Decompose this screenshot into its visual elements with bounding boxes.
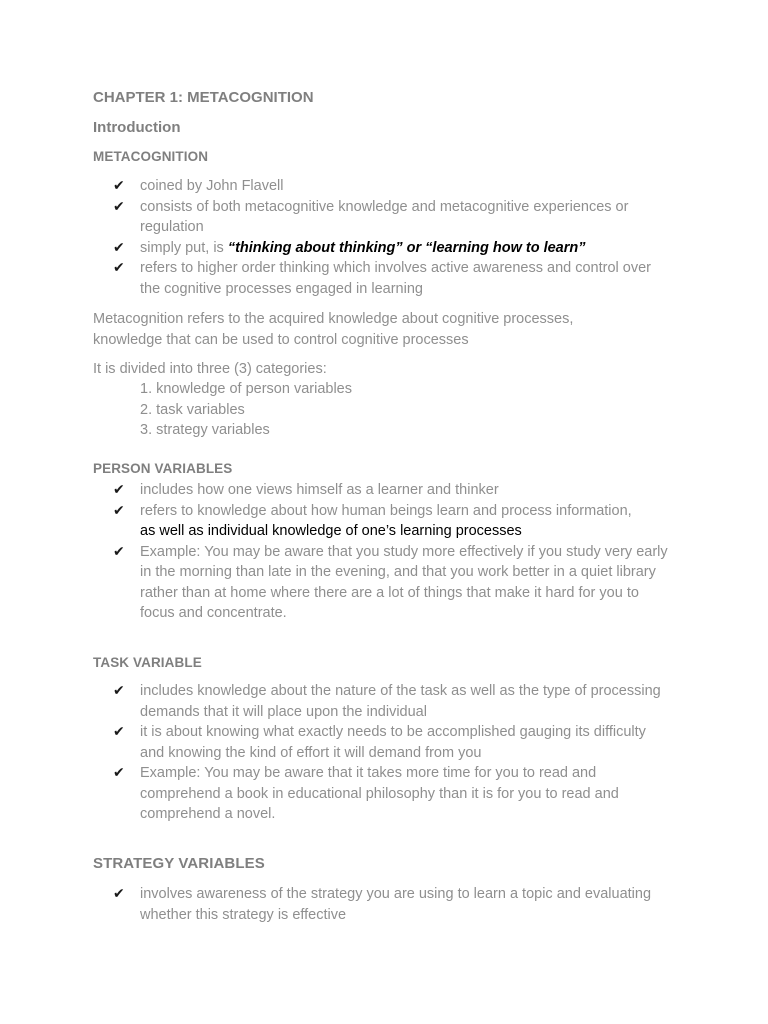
check-icon: ✔ — [113, 543, 125, 560]
list-item: 1. knowledge of person variables — [140, 381, 352, 397]
list-item — [113, 763, 673, 825]
list-item — [113, 480, 673, 501]
person-variables-list — [113, 480, 673, 624]
list-item-text: includes how one views himself as a learner and thinker — [140, 482, 499, 498]
list-item-text: includes knowledge about the nature of the task as well as the type of processing demands that it will place upon the individual — [140, 683, 661, 720]
check-icon: ✔ — [113, 886, 125, 902]
definition-paragraph: Metacognition refers to the acquired knowledge about cognitive processes, knowledge that can be used to control cognitive processes — [93, 311, 574, 348]
list-item — [113, 722, 673, 763]
chapter-title: CHAPTER 1: METACOGNITION — [93, 89, 314, 106]
check-icon: ✔ — [113, 724, 125, 740]
list-item — [113, 176, 673, 197]
check-icon: ✔ — [113, 198, 125, 215]
list-item-text: involves awareness of the strategy you are using to learn a topic and evaluating whether this strategy is effective — [140, 886, 652, 923]
person-variables-heading: PERSON VARIABLES — [93, 461, 233, 476]
list-item — [113, 258, 673, 299]
list-item-text: Example: You may be aware that you study more effectively if you study very early in the morning than late in the evening, and that you work better in a quiet library rather than at home where there are a lot of things that make it hard for you to focus and concentrate. — [140, 543, 668, 621]
list-item-text: simply put, is — [140, 239, 228, 256]
list-item — [113, 542, 673, 624]
list-item-text: refers to knowledge about how human beings learn and process information, — [140, 502, 632, 519]
list-item: 2. task variables — [140, 401, 245, 418]
list-item-text: Example: You may be aware that it takes more time for you to read and comprehend a book in educational philosophy than it is for you to read and comprehend a novel. — [140, 765, 619, 822]
list-item — [113, 884, 673, 925]
emphasis-phrase: “thinking about thinking” or “learning how to learn” — [227, 239, 586, 256]
strategy-variables-heading: STRATEGY VARIABLES — [93, 855, 265, 872]
check-icon: ✔ — [113, 765, 125, 781]
task-variable-list — [113, 681, 673, 825]
highlighted-text: as well as individual knowledge of one’s learning processes — [140, 523, 522, 539]
list-item-text: it is about knowing what exactly needs to be accomplished gauging its difficulty and knowing the kind of effort it will demand from you — [140, 724, 646, 761]
task-variable-heading: TASK VARIABLE — [93, 655, 202, 670]
list-item: 3. strategy variables — [140, 422, 270, 438]
check-icon: ✔ — [113, 239, 125, 256]
metacognition-heading: METACOGNITION — [93, 149, 209, 164]
categories-intro: It is divided into three (3) categories: — [93, 361, 327, 377]
list-item-text: coined by John Flavell — [140, 178, 284, 194]
categories-list — [140, 379, 352, 441]
list-item — [113, 197, 673, 238]
list-item — [113, 501, 673, 542]
list-item-text: refers to higher order thinking which involves active awareness and control over the cognitive processes engaged in learning — [140, 260, 651, 297]
check-icon: ✔ — [113, 502, 125, 519]
check-icon: ✔ — [113, 178, 125, 194]
metacognition-list — [113, 176, 673, 299]
check-icon: ✔ — [113, 482, 125, 498]
list-item — [113, 681, 673, 722]
check-icon: ✔ — [113, 260, 125, 276]
check-icon: ✔ — [113, 683, 125, 699]
list-item — [113, 238, 673, 259]
intro-heading: Introduction — [93, 119, 181, 136]
strategy-variables-list — [113, 884, 673, 925]
list-item-text: consists of both metacognitive knowledge and metacognitive experiences or regulation — [140, 198, 629, 235]
